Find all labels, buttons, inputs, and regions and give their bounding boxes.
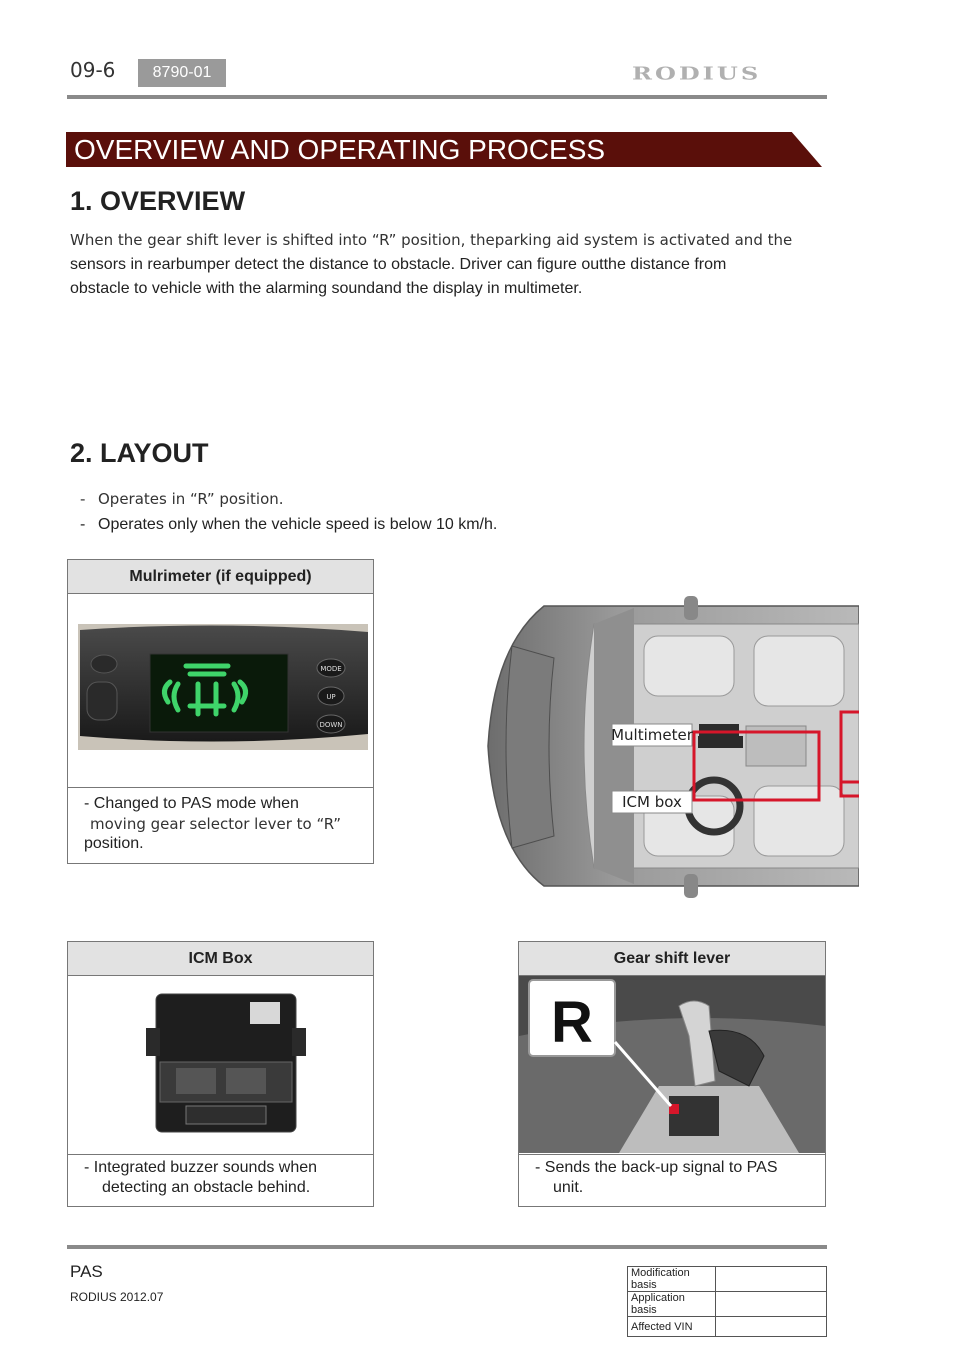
panel-title: Gear shift lever: [519, 942, 825, 976]
caption-line: - Changed to PAS mode when: [84, 795, 299, 812]
multimeter-callout: Multimeter: [611, 726, 693, 744]
panel-divider: [68, 787, 373, 788]
page-number: 09-6: [70, 58, 116, 82]
up-button-label: UP: [326, 693, 336, 701]
overview-heading: 1. OVERVIEW: [70, 186, 246, 216]
caption-line: unit.: [553, 1179, 584, 1196]
icm-box-panel: [67, 941, 374, 1207]
layout-bullet: - Operates only when the vehicle speed is below 10 km/h.: [80, 516, 498, 533]
reverse-gear-callout: R: [551, 990, 593, 1055]
vehicle-layout-diagram: [484, 586, 859, 912]
caption-line: - Sends the back-up signal to PAS: [535, 1159, 778, 1176]
panel-caption: [84, 1158, 317, 1198]
table-cell: [716, 1317, 827, 1337]
layout-heading: 2. LAYOUT: [70, 438, 209, 468]
table-cell: [716, 1292, 827, 1317]
overview-text-line: When the gear shift lever is shifted into “R” position, theparking aid system is activated and the: [70, 231, 793, 249]
multimeter-photo: [78, 624, 368, 750]
table-row: [628, 1267, 827, 1292]
panel-divider: [68, 1154, 373, 1155]
panel-caption: [535, 1158, 778, 1198]
gear-shift-photo: [519, 976, 825, 1153]
brand-logo: RODIUS: [632, 63, 762, 84]
bullet-text: Operates in “R” position.: [98, 490, 284, 508]
panel-caption: [84, 794, 341, 854]
panel-title: Mulrimeter (if equipped): [68, 560, 373, 594]
overview-text-line: obstacle to vehicle with the alarming soundand the display in multimeter.: [70, 280, 583, 297]
bullet-text: Operates only when the vehicle speed is below 10 km/h.: [98, 516, 498, 533]
footer-system: PAS: [70, 1262, 103, 1281]
footer-model: RODIUS 2012.07: [70, 1290, 164, 1304]
table-cell: [716, 1267, 827, 1292]
down-button-label: DOWN: [319, 721, 343, 729]
panel-title: ICM Box: [68, 942, 373, 976]
layout-bullet: - Operates in “R” position.: [80, 490, 284, 508]
modification-table: [627, 1266, 827, 1337]
table-cell: Application basis: [628, 1292, 716, 1317]
caption-line: position.: [84, 835, 144, 852]
multimeter-panel: [67, 559, 374, 864]
caption-line: - Integrated buzzer sounds when: [84, 1159, 318, 1176]
caption-line: moving gear selector lever to “R”: [90, 815, 341, 833]
overview-text-line: sensors in rearbumper detect the distance to obstacle. Driver can figure outthe distance from: [70, 256, 727, 273]
table-row: [628, 1292, 827, 1317]
gear-shift-lever-panel: [518, 941, 826, 1207]
panel-divider: [519, 1154, 825, 1155]
table-cell: Modification basis: [628, 1267, 716, 1292]
header-divider: [67, 95, 827, 99]
icm-box-callout: ICM box: [622, 793, 682, 811]
section-title: OVERVIEW AND OPERATING PROCESS: [74, 134, 606, 165]
section-code-badge: 8790-01: [138, 59, 226, 87]
table-cell: Affected VIN: [628, 1317, 716, 1337]
mode-button-label: MODE: [320, 665, 342, 673]
icm-box-photo: [146, 988, 306, 1138]
footer-divider: [67, 1245, 827, 1249]
caption-line: detecting an obstacle behind.: [102, 1179, 311, 1196]
table-row: [628, 1317, 827, 1337]
